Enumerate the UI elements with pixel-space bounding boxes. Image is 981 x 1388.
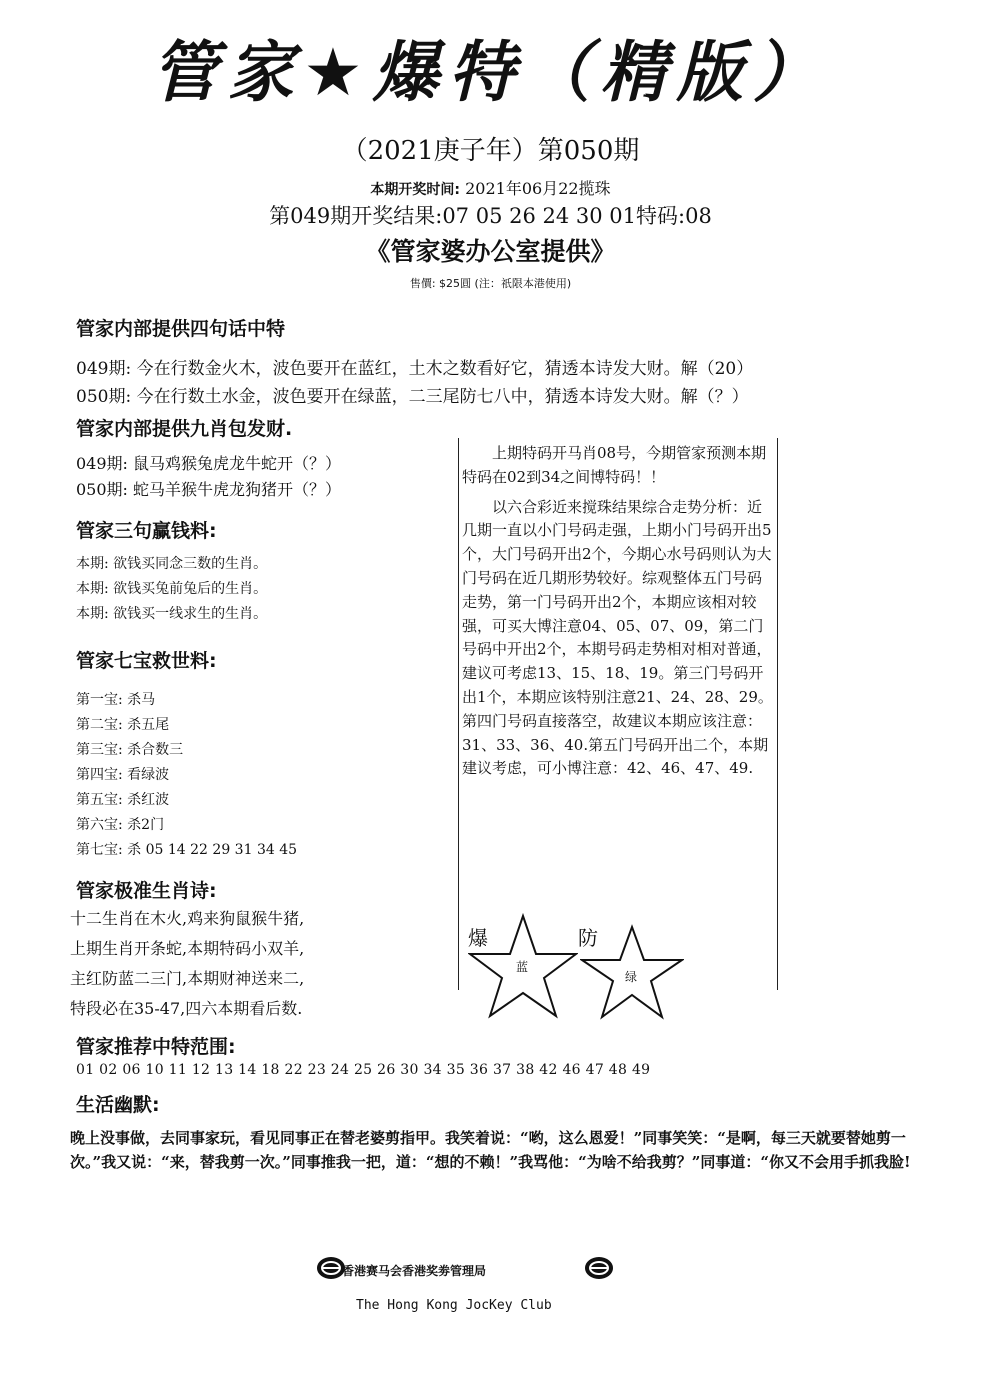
treasure-4: 第四宝: 看绿波 xyxy=(76,767,170,783)
star-label-fang: 防 xyxy=(578,926,598,950)
treasure-5: 第五宝: 杀红波 xyxy=(76,792,170,808)
draw-time xyxy=(0,176,981,199)
issue-number: （2021庚子年）第050期 xyxy=(341,136,640,166)
nine-zodiac-heading: 管家内部提供九肖包发财. xyxy=(76,418,293,440)
analysis-paragraph-1: 上期特码开马肖08号，今期管家预测本期特码在02到34之间博特码！！ xyxy=(462,444,767,486)
treasure-1: 第一宝: 杀马 xyxy=(76,692,156,708)
analysis-text xyxy=(462,442,774,781)
poem-line-1: 十二生肖在木火,鸡来狗鼠猴牛猪, xyxy=(70,909,305,928)
price-note: 售價: $25圓 (注：祇限本港使用) xyxy=(409,277,572,290)
analysis-paragraph-2: 以六合彩近来搅珠结果综合走势分析：近几期一直以小门号码走强，上期小门号码开出5个，大门号码开出2个，今期心水号码则认为大门号码在近几期形势较好。综观整体五门号码走势，第一门号码开出2个，本期应该相对较强，可买大博注意04、05、07、09，第二门号码中开出2个，本期号码走势相对相对普通，建议可考虑13、15、18、19。第三门号码开出1个，本期应该特别注意21、24、28、29。第四门号码直接落空，故建议本期应该注意：31、33、36、40.第五门号码开出二个，本期建议考虑，可小博注意：42、46、47、49. xyxy=(462,497,773,778)
humor-text: 晚上没事做，去同事家玩，看见同事正在替老婆剪指甲。我笑着说：“哟，这么恩爱！”同事笑笑：“是啊，每三天就要替她剪一次。”我又说：“来，替我剪一次。”同事推我一把，道：“想的不赖！”我骂他：“为啥不给我剪？”同事道：“你又不会用手抓我脸! xyxy=(70,1129,911,1171)
four-lines-050: 050期: 今在行数土水金，波色要开在绿蓝，二三尾防七八中，猜透本诗发大财。解（？） xyxy=(76,387,749,407)
star-label-bao: 爆 xyxy=(468,926,488,950)
poem-line-2: 上期生肖开条蛇,本期特码小双羊, xyxy=(70,939,305,958)
three-lines-item-1: 本期: 欲钱买同念三数的生肖。 xyxy=(76,556,268,572)
treasure-2: 第二宝: 杀五尾 xyxy=(76,717,170,733)
poem-line-4: 特段必在35-47,四六本期看后数. xyxy=(70,999,303,1018)
footer-org-en: The Hong Kong JocKey Club xyxy=(356,1298,552,1313)
treasure-7: 第七宝: 杀 05 14 22 29 31 34 45 xyxy=(76,842,298,858)
three-lines-item-2: 本期: 欲钱买兔前兔后的生肖。 xyxy=(76,581,268,597)
provider: 《管家婆办公室提供》 xyxy=(365,237,616,266)
poem-line-3: 主红防蓝二三门,本期财神送来二, xyxy=(70,969,305,988)
star-inner-blue: 蓝 xyxy=(516,960,529,974)
star-inner-green: 绿 xyxy=(625,970,638,984)
page-title: 管家★爆特（精版） xyxy=(151,34,829,111)
last-result: 第049期开奖结果:07 05 26 24 30 01特码:08 xyxy=(269,204,712,228)
three-lines-item-3: 本期: 欲钱买一线求生的生肖。 xyxy=(76,606,268,622)
three-lines-heading: 管家三句赢钱料: xyxy=(76,520,217,542)
recommend-heading: 管家推荐中特范围: xyxy=(76,1036,236,1058)
four-lines-049: 049期: 今在行数金火木，波色要开在蓝红，土木之数看好它，猜透本诗发大财。解（20） xyxy=(76,359,754,379)
treasure-3: 第三宝: 杀合数三 xyxy=(76,742,184,758)
recommend-numbers: 01 02 06 10 11 12 13 14 18 22 23 24 25 26 30 34 35 36 37 38 42 46 47 48 49 xyxy=(76,1062,651,1078)
treasure-6: 第六宝: 杀2门 xyxy=(76,817,165,833)
footer-org-cn: 香港赛马会香港奖劵管理局 xyxy=(342,1264,487,1278)
humor-heading: 生活幽默: xyxy=(76,1094,160,1116)
nine-zodiac-050: 050期: 蛇马羊猴牛虎龙狗猪开（？） xyxy=(76,480,342,499)
draw-time-label: 本期开奖时间: xyxy=(370,182,461,198)
draw-time-value: 2021年06月22揽珠 xyxy=(465,179,611,198)
seven-treasures-heading: 管家七宝救世料: xyxy=(76,650,217,672)
poem-heading: 管家极准生肖诗: xyxy=(76,880,217,902)
jockey-club-logo-icon-right xyxy=(584,1256,614,1280)
nine-zodiac-049: 049期: 鼠马鸡猴兔虎龙牛蛇开（？） xyxy=(76,454,342,473)
four-lines-heading: 管家内部提供四句话中特 xyxy=(76,318,286,340)
